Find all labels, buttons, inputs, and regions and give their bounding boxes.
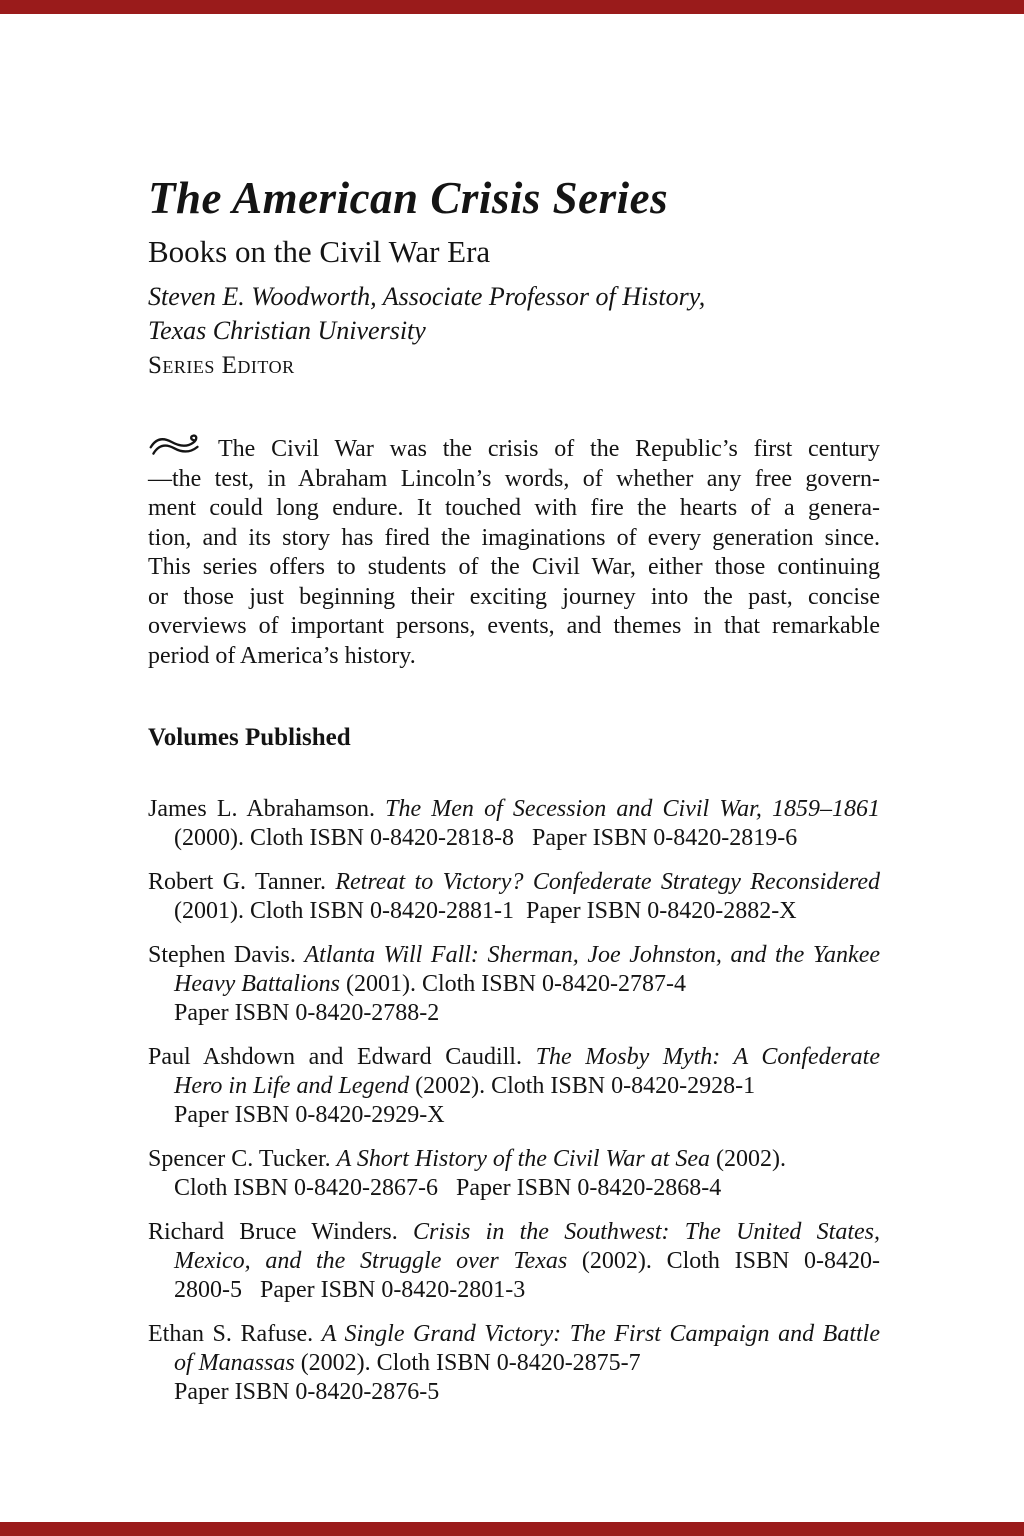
volume-line: of Manassas (2002). Cloth ISBN 0-8420-2875-7 — [174, 1350, 641, 1376]
volume-line: Robert G. Tanner. Retreat to Victory? Confederate Strategy Reconsidered — [148, 869, 880, 895]
editor-role-label: Series Editor — [148, 352, 295, 379]
series-subtitle: Books on the Civil War Era — [148, 234, 491, 269]
volume-line: Paper ISBN 0-8420-2876-5 — [174, 1379, 440, 1405]
editor-name-line: Steven E. Woodworth, Associate Professor of History, — [148, 282, 706, 311]
volume-entry — [148, 1043, 880, 1130]
volume-line: Paper ISBN 0-8420-2929-X — [174, 1102, 445, 1128]
intro-paragraph — [148, 432, 880, 671]
editor-university-line: Texas Christian University — [148, 316, 426, 345]
intro-line: The Civil War was the crisis of the Republic’s first century — [148, 432, 880, 465]
intro-line: tion, and its story has fired the imaginations of every generation since. — [148, 524, 880, 551]
volume-entry — [148, 1145, 880, 1203]
volume-line: Mexico, and the Struggle over Texas (2002). Cloth ISBN 0-8420- — [174, 1248, 880, 1274]
volume-line: Heavy Battalions (2001). Cloth ISBN 0-8420-2787-4 — [174, 971, 686, 997]
volumes-list — [148, 795, 880, 1407]
double-wave-swash-icon — [148, 432, 202, 459]
volume-line: Cloth ISBN 0-8420-2867-6 Paper ISBN 0-8420-2868-4 — [174, 1175, 722, 1201]
intro-line: ment could long endure. It touched with fire the hearts of a genera- — [148, 495, 880, 521]
series-title: The American Crisis Series — [148, 173, 669, 223]
volume-line: 2800-5 Paper ISBN 0-8420-2801-3 — [174, 1277, 526, 1303]
top-edge-bar — [0, 0, 1024, 14]
volume-line: Richard Bruce Winders. Crisis in the Southwest: The United States, — [148, 1219, 881, 1245]
page-content — [148, 172, 880, 1422]
volume-line: Paper ISBN 0-8420-2788-2 — [174, 1000, 440, 1026]
intro-line: period of America’s history. — [148, 642, 416, 669]
volumes-published-heading: Volumes Published — [148, 724, 351, 751]
intro-line: —the test, in Abraham Lincoln’s words, of whether any free govern- — [148, 465, 880, 492]
volume-line: Stephen Davis. Atlanta Will Fall: Sherman, Joe Johnston, and the Yankee — [148, 942, 881, 968]
volume-entry — [148, 1320, 880, 1407]
intro-line: or those just beginning their exciting journey into the past, concise — [148, 583, 880, 610]
volume-entry — [148, 1218, 880, 1305]
volume-line: Paul Ashdown and Edward Caudill. The Mosby Myth: A Confederate — [148, 1044, 880, 1070]
volume-line: Spencer C. Tucker. A Short History of the Civil War at Sea (2002). — [148, 1146, 786, 1172]
volume-line: Ethan S. Rafuse. A Single Grand Victory: The First Campaign and Battle — [148, 1321, 880, 1347]
volume-entry — [148, 868, 880, 926]
intro-line: overviews of important persons, events, and themes in that remarkable — [148, 613, 880, 639]
volume-line: (2000). Cloth ISBN 0-8420-2818-8 Paper ISBN 0-8420-2819-6 — [174, 825, 798, 851]
volume-line: (2001). Cloth ISBN 0-8420-2881-1 Paper ISBN 0-8420-2882-X — [174, 898, 797, 924]
volume-entry — [148, 941, 880, 1028]
bottom-edge-bar — [0, 1522, 1024, 1536]
volume-entry — [148, 795, 880, 853]
volume-line: Hero in Life and Legend (2002). Cloth ISBN 0-8420-2928-1 — [174, 1073, 756, 1099]
volume-line: James L. Abrahamson. The Men of Secession and Civil War, 1859–1861 — [148, 796, 881, 822]
intro-line: This series offers to students of the Civil War, either those continuing — [148, 554, 880, 580]
